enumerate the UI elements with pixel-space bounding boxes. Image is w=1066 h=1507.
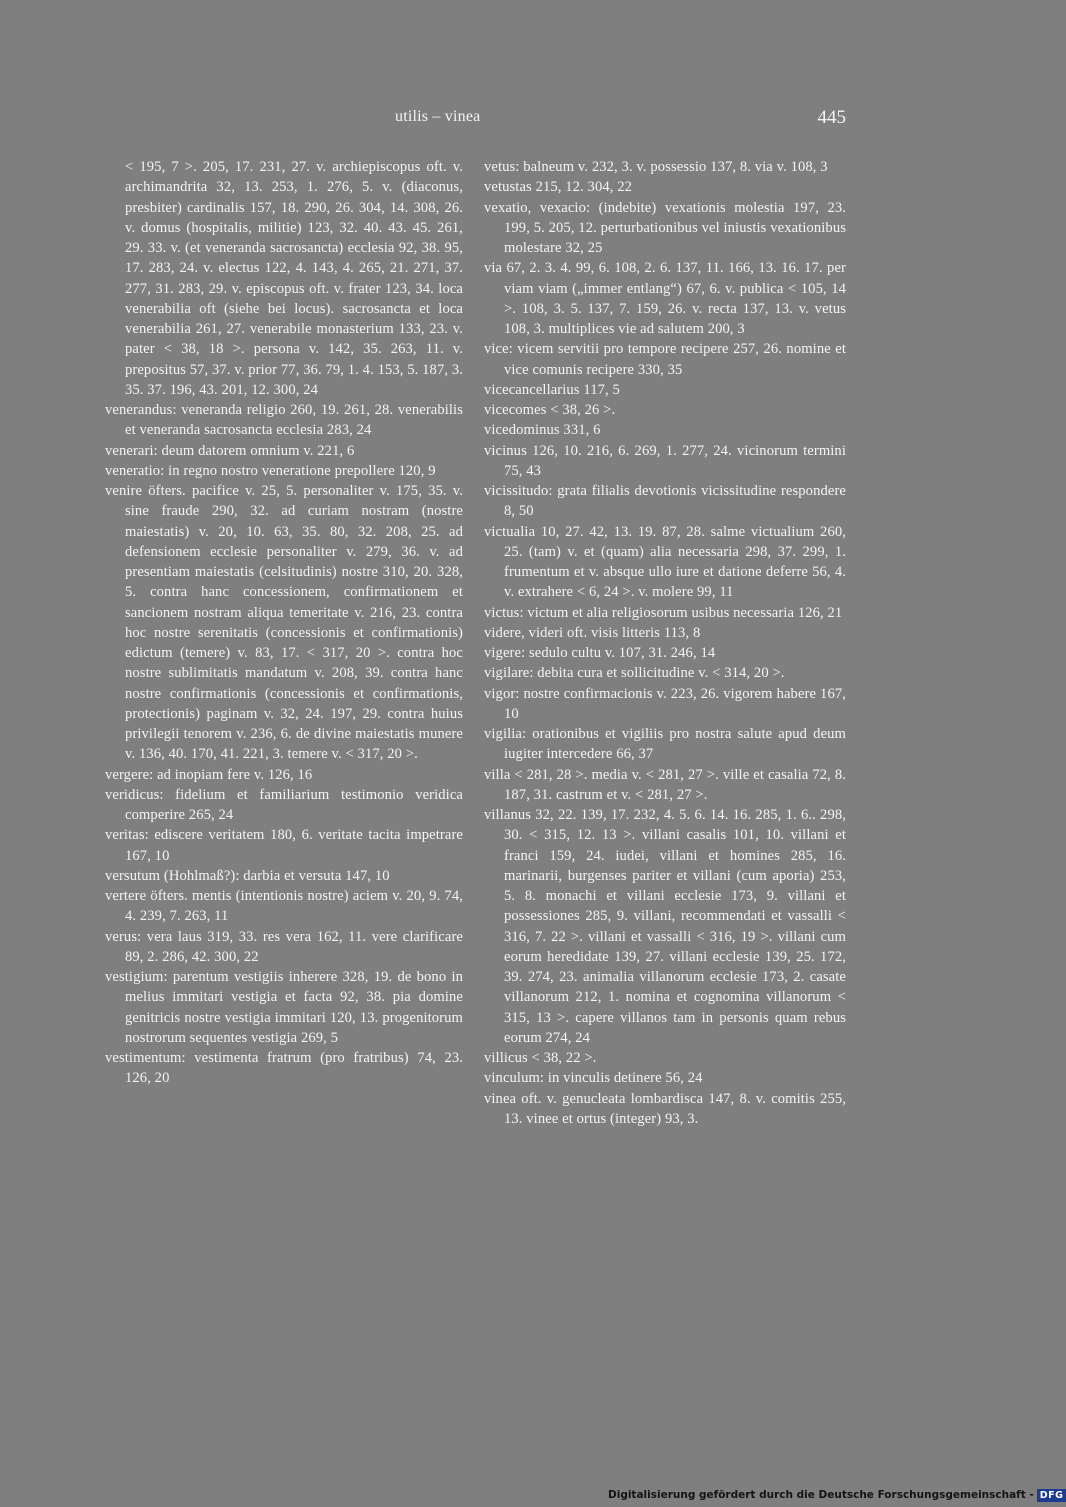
index-entry: vigor: nostre confirmacionis v. 223, 26. vigorem habere 167, 10 [484, 685, 846, 722]
index-entry: venerari: deum datorem omnium v. 221, 6 [105, 442, 355, 459]
index-entry: victualia 10, 27. 42, 13. 19. 87, 28. salme victualium 260, 25. (tam) v. et (quam) alia necessaria 298, 37. 299, 1. frumentum et v. absque ullo iure et datione deferre 56, 4. v. extrahere < 6, 24 >. v. molere 99, 11 [484, 523, 846, 601]
index-entry: vestigium: parentum vestigiis inherere 328, 19. de bono in melius immitari vestigia et facta 92, 38. pia domine genitricis nostre vestigia immitari 120, 13. progenitorum nostrorum sequentes vestigia 269, 5 [105, 969, 463, 1046]
index-entry: vicinus 126, 10. 216, 6. 269, 1. 277, 24. vicinorum termini 75, 43 [484, 442, 846, 479]
left-column [105, 157, 463, 1089]
index-entry: villa < 281, 28 >. media v. < 281, 27 >. ville et casalia 72, 8. 187, 31. castrum et v. < 281, 27 >. [484, 766, 846, 803]
dfg-logo: DFG [1037, 1489, 1066, 1502]
index-entry: veneratio: in regno nostro veneratione prepollere 120, 9 [105, 462, 436, 479]
index-entry: venire öfters. pacifice v. 25, 5. personaliter v. 175, 35. v. sine fraude 290, 32. ad curiam nostram (nostre maiestatis) v. 20, 10. 63, 35. 80, 32. 208, 25. ad defensionem ecclesie personaliter v. 279, 36. v. ad presentiam maiestatis (celsitudinis) nostre 310, 20. 328, 5. contra hanc concessionem, confirmationem et sancionem nostram aliqua temeritate v. 216, 23. contra hoc nostre serenitatis (concessionis et confirmationis) edictum (temere) v. 83, 17. < 317, 20 >. contra hoc nostre sublimitatis mandatum v. 208, 39. contra hanc nostre confirmationis (concessionis et confirmationis, protectionis) paginam v. 32, 24. 197, 29. contra huius privilegii tenorem v. 236, 6. de divine maiestatis munere v. 136, 40. 170, 41. 221, 3. temere v. < 317, 20 >. [105, 483, 463, 763]
index-entry: vinea oft. v. genucleata lombardisca 147, 8. v. comitis 255, 13. vinee et ortus (integer) 93, 3. [484, 1090, 846, 1127]
credit-text: Digitalisierung gefördert durch die Deutsche Forschungsgemeinschaft - [608, 1489, 1034, 1501]
index-entry: veritas: ediscere veritatem 180, 6. veritate tacita impetrare 167, 10 [105, 827, 463, 864]
index-entry: villanus 32, 22. 139, 17. 232, 4. 5. 6. 14. 16. 285, 1. 6.. 298, 30. < 315, 12. 13 >. villani casalis 101, 10. villani et franci 159, 24. iudei, villani et homines 285, 16. marinarii, burgenses pariter et villani (cum aporia) 253, 5. 8. monachi et villani ecclesie 173, 9. villani et possessiones 285, 9. villani, recommendati et vassalli < 316, 7. 22 >. villani et vassalli < 316, 19 >. villani cum eorum heredidate 139, 27. villani ecclesie 139, 25. 172, 39. 274, 23. animalia villanorum ecclesie 173, 2. casate villanorum 212, 1. nomina et cognomina villanorum < 315, 13 >. capere villanos tam in personis quam rebus eorum 274, 24 [484, 807, 846, 1046]
page-header [0, 108, 1000, 134]
index-entry: vinculum: in vinculis detinere 56, 24 [484, 1070, 703, 1087]
index-entry: vigere: sedulo cultu v. 107, 31. 246, 14 [484, 645, 716, 661]
index-entry: vigilare: debita cura et sollicitudine v. < 314, 20 >. [484, 665, 785, 682]
index-entry: vestimentum: vestimenta fratrum (pro fratribus) 74, 23. 126, 20 [105, 1050, 463, 1087]
index-entry: vigilia: orationibus et vigiliis pro nostra salute apud deum iugiter intercedere 66, 37 [484, 726, 846, 763]
index-entry: < 195, 7 >. 205, 17. 231, 27. v. archiepiscopus oft. v. archimandrita 32, 13. 253, 1. 276, 5. v. (diaconus, presbiter) cardinalis 157, 18. 290, 26. 304, 14. 308, 26. v. domus (hospitalis, militie) 123, 32. 40. 43. 45. 261, 29. 33. v. (et veneranda sacrosancta) ecclesia 92, 38. 95, 17. 283, 24. v. electus 122, 4. 143, 4. 265, 21. 271, 37. 277, 31. 283, 29. v. episcopus oft. v. frater 123, 34. loca venerabilia oft (siehe bei locus). sacrosancta et loca venerabilia 261, 27. venerabile monasterium 133, 23. v. pater < 38, 18 >. persona v. 142, 35. 263, 11. v. prepositus 57, 37. v. prior 77, 36. 79, 1. 4. 153, 5. 187, 3. 35. 37. 196, 43. 201, 12. 300, 24 [125, 159, 463, 398]
index-entry: vicedominus 331, 6 [484, 422, 601, 439]
index-entry: venerandus: veneranda religio 260, 19. 261, 28. venerabilis et veneranda sacrosancta ecclesia 283, 24 [105, 402, 463, 439]
index-entry: veridicus: fidelium et familiarium testimonio veridica comperire 265, 24 [105, 786, 463, 823]
index-entry: vicecomes < 38, 26 >. [484, 402, 616, 418]
index-entry: verus: vera laus 319, 33. res vera 162, 11. vere clarificare 89, 2. 286, 42. 300, 22 [105, 928, 463, 965]
index-entry: vicissitudo: grata filialis devotionis vicissitudine respondere 8, 50 [484, 483, 846, 520]
index-entry: victus: victum et alia religiosorum usibus necessaria 126, 21 [484, 604, 843, 621]
index-entry: villicus < 38, 22 >. [484, 1050, 597, 1066]
index-entry: vetus: balneum v. 232, 3. v. possessio 137, 8. via v. 108, 3 [484, 159, 828, 175]
index-entry: via 67, 2. 3. 4. 99, 6. 108, 2. 6. 137, 11. 166, 13. 16. 17. per viam viam („immer entlang“) 67, 6. v. publica < 105, 14 >. 108, 3. 5. 137, 7. 159, 26. v. recta 137, 13. v. vetus 108, 3. multiplices vie ad salutem 200, 3 [484, 260, 846, 337]
index-entry: vergere: ad inopiam fere v. 126, 16 [105, 766, 313, 783]
index-entry: videre, videri oft. visis litteris 113, 8 [484, 624, 701, 641]
index-entry: vexatio, vexacio: (indebite) vexationis molestia 197, 23. 199, 5. 205, 12. perturbationibus vel iniustis vexationibus molestare 32, 25 [484, 199, 846, 256]
index-entry: vicecancellarius 117, 5 [484, 381, 620, 398]
page-number: 445 [817, 107, 846, 128]
index-entry: vice: vicem servitii pro tempore recipere 257, 26. nomine et vice comunis recipere 330, 35 [484, 341, 846, 378]
index-entry: vertere öfters. mentis (intentionis nostre) aciem v. 20, 9. 74, 4. 239, 7. 263, 11 [105, 888, 463, 925]
digitization-credit [608, 1487, 1066, 1503]
index-entry: versutum (Hohlmaß?): darbia et versuta 147, 10 [105, 867, 390, 884]
right-column [484, 157, 846, 1129]
index-entry: vetustas 215, 12. 304, 22 [484, 179, 633, 196]
running-head: utilis – vinea [395, 108, 481, 125]
